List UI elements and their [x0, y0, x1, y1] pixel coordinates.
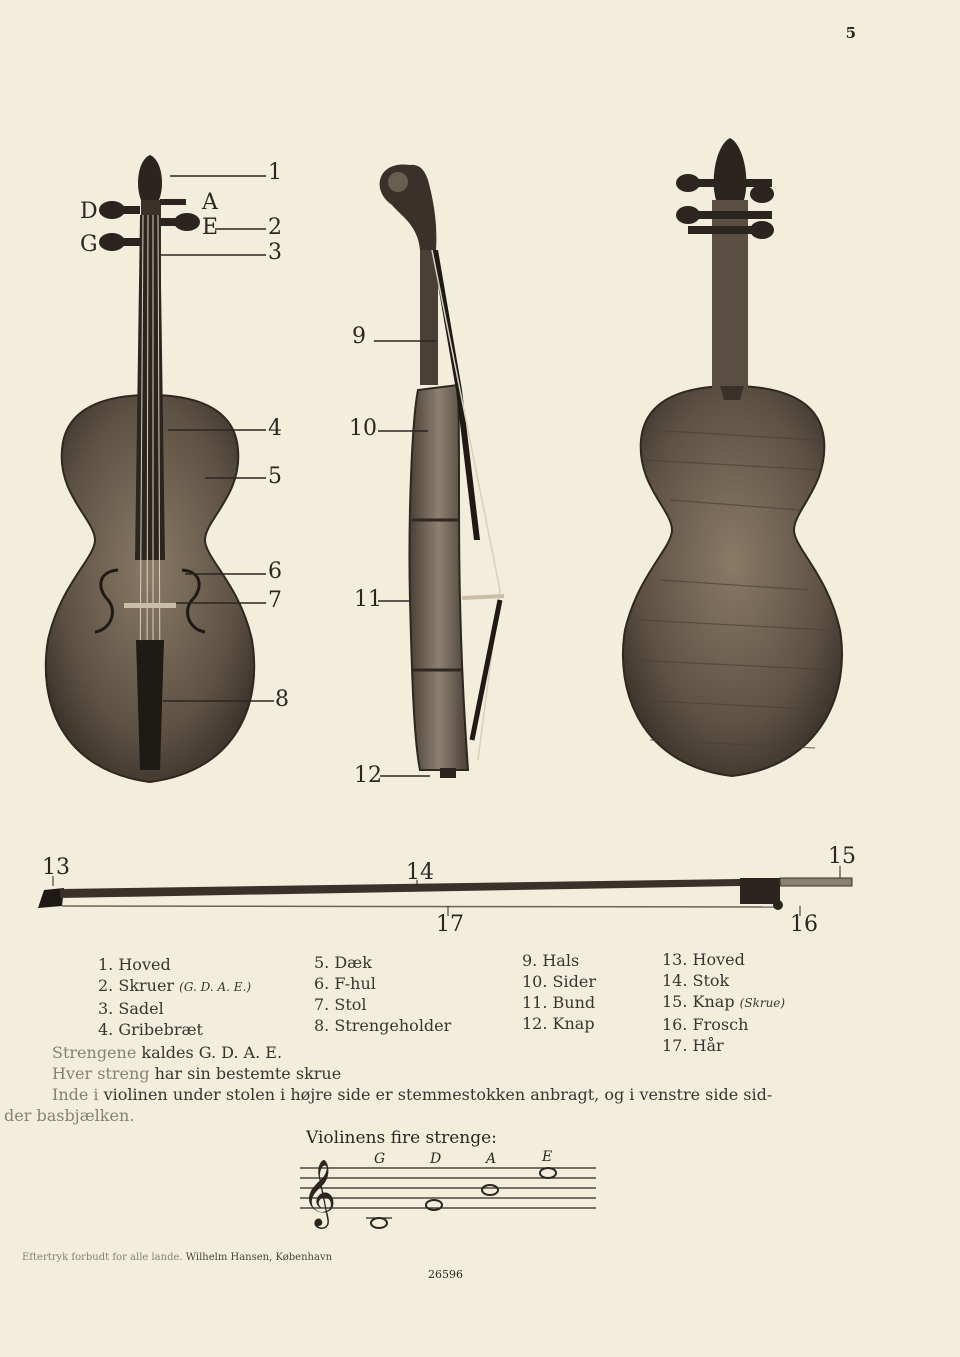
legend-col-2 — [314, 952, 451, 1036]
bow-hair — [62, 906, 776, 907]
note-label-d: D — [430, 1151, 442, 1167]
note-e — [540, 1168, 556, 1178]
legend-item: 14. Stok — [662, 971, 730, 990]
label-8: 8 — [275, 687, 289, 712]
legend-col-1 — [98, 954, 251, 1040]
legend-item: 7. Stol — [314, 995, 367, 1014]
text-line-1: Strengene kaldes G. D. A. E. — [52, 1043, 283, 1062]
side-violin-endpin — [440, 768, 456, 778]
label-16: 16 — [790, 912, 818, 937]
legend-item: 15. Knap — [662, 992, 735, 1011]
label-2: 2 — [268, 215, 282, 240]
legend-item: 3. Sadel — [98, 999, 164, 1018]
label-1: 1 — [268, 160, 282, 185]
legend-item: 11. Bund — [522, 993, 596, 1012]
plate-number: 26596 — [428, 1268, 463, 1281]
label-string-d: D — [80, 199, 98, 224]
copyright-line: Eftertryk forbudt for alle lande. Wilhelm Hansen, København — [22, 1252, 333, 1263]
label-9: 9 — [352, 324, 366, 349]
back-violin-body — [623, 386, 842, 776]
note-label-e: E — [542, 1149, 553, 1165]
staff-title: Violinens fire strenge: — [306, 1128, 497, 1148]
legend-item: 5. Dæk — [314, 953, 372, 972]
label-3: 3 — [268, 240, 282, 265]
bow-frog — [740, 878, 780, 904]
back-violin — [623, 138, 842, 776]
text-line-4: der basbjælken. — [4, 1106, 135, 1125]
label-17: 17 — [436, 912, 464, 937]
label-string-a: A — [202, 190, 218, 215]
front-violin-bridge — [124, 603, 176, 608]
legend-item-with-note — [662, 991, 785, 1014]
legend-item: 4. Gribebræt — [98, 1020, 203, 1039]
treble-clef: 𝄞 — [302, 1158, 337, 1226]
front-violin-tailpiece — [136, 640, 164, 770]
note-label-g: G — [374, 1151, 386, 1167]
legend-note: (Skrue) — [739, 996, 786, 1010]
label-5: 5 — [268, 464, 282, 489]
side-violin-rib — [409, 385, 468, 770]
back-violin-scroll — [714, 138, 747, 200]
legend-item: 1. Hoved — [98, 955, 171, 974]
label-string-e: E — [202, 215, 219, 240]
label-12: 12 — [354, 763, 382, 788]
legend-item: 17. Hår — [662, 1036, 724, 1055]
side-violin-bridge — [462, 596, 504, 598]
bow-adjuster — [780, 878, 852, 886]
text-line-2: Hver streng har sin bestemte skrue — [52, 1064, 342, 1083]
note-a — [482, 1185, 498, 1195]
bow — [38, 878, 852, 910]
label-7: 7 — [268, 588, 282, 613]
legend-item: 9. Hals — [522, 951, 580, 970]
legend-item-with-note — [98, 975, 251, 998]
legend-item: 8. Strengeholder — [314, 1016, 452, 1035]
legend-item: 6. F-hul — [314, 974, 376, 993]
legend-item: 10. Sider — [522, 972, 596, 991]
label-13: 13 — [42, 855, 70, 880]
label-6: 6 — [268, 559, 282, 584]
legend-item: 16. Frosch — [662, 1015, 749, 1034]
front-violin-scroll — [138, 155, 162, 200]
page-number: 5 — [845, 24, 856, 42]
legend-col-4 — [662, 949, 785, 1056]
label-4: 4 — [268, 416, 282, 441]
bow-stick — [60, 879, 740, 898]
front-violin — [46, 155, 254, 782]
side-violin-scroll — [380, 164, 437, 250]
side-violin-tailpiece — [472, 600, 500, 740]
legend-item: 13. Hoved — [662, 950, 745, 969]
legend-note: (G. D. A. E.) — [179, 980, 252, 994]
label-15: 15 — [828, 844, 856, 869]
legend-item: 2. Skruer — [98, 976, 175, 995]
note-label-a: A — [486, 1151, 497, 1167]
label-10: 10 — [349, 416, 377, 441]
front-violin-fingerboard — [135, 215, 165, 560]
text-line-3: Inde i violinen under stolen i højre side er stemmestokken anbragt, og i venstre side sid- — [52, 1085, 773, 1104]
side-violin — [380, 164, 504, 778]
back-violin-button — [720, 386, 744, 400]
music-staff — [300, 1168, 596, 1218]
note-g — [371, 1218, 387, 1228]
label-11: 11 — [354, 587, 382, 612]
legend-col-3 — [522, 950, 596, 1034]
body-text — [4, 1042, 882, 1126]
label-14: 14 — [406, 860, 434, 885]
label-string-g: G — [80, 232, 98, 257]
legend-item: 12. Knap — [522, 1014, 595, 1033]
